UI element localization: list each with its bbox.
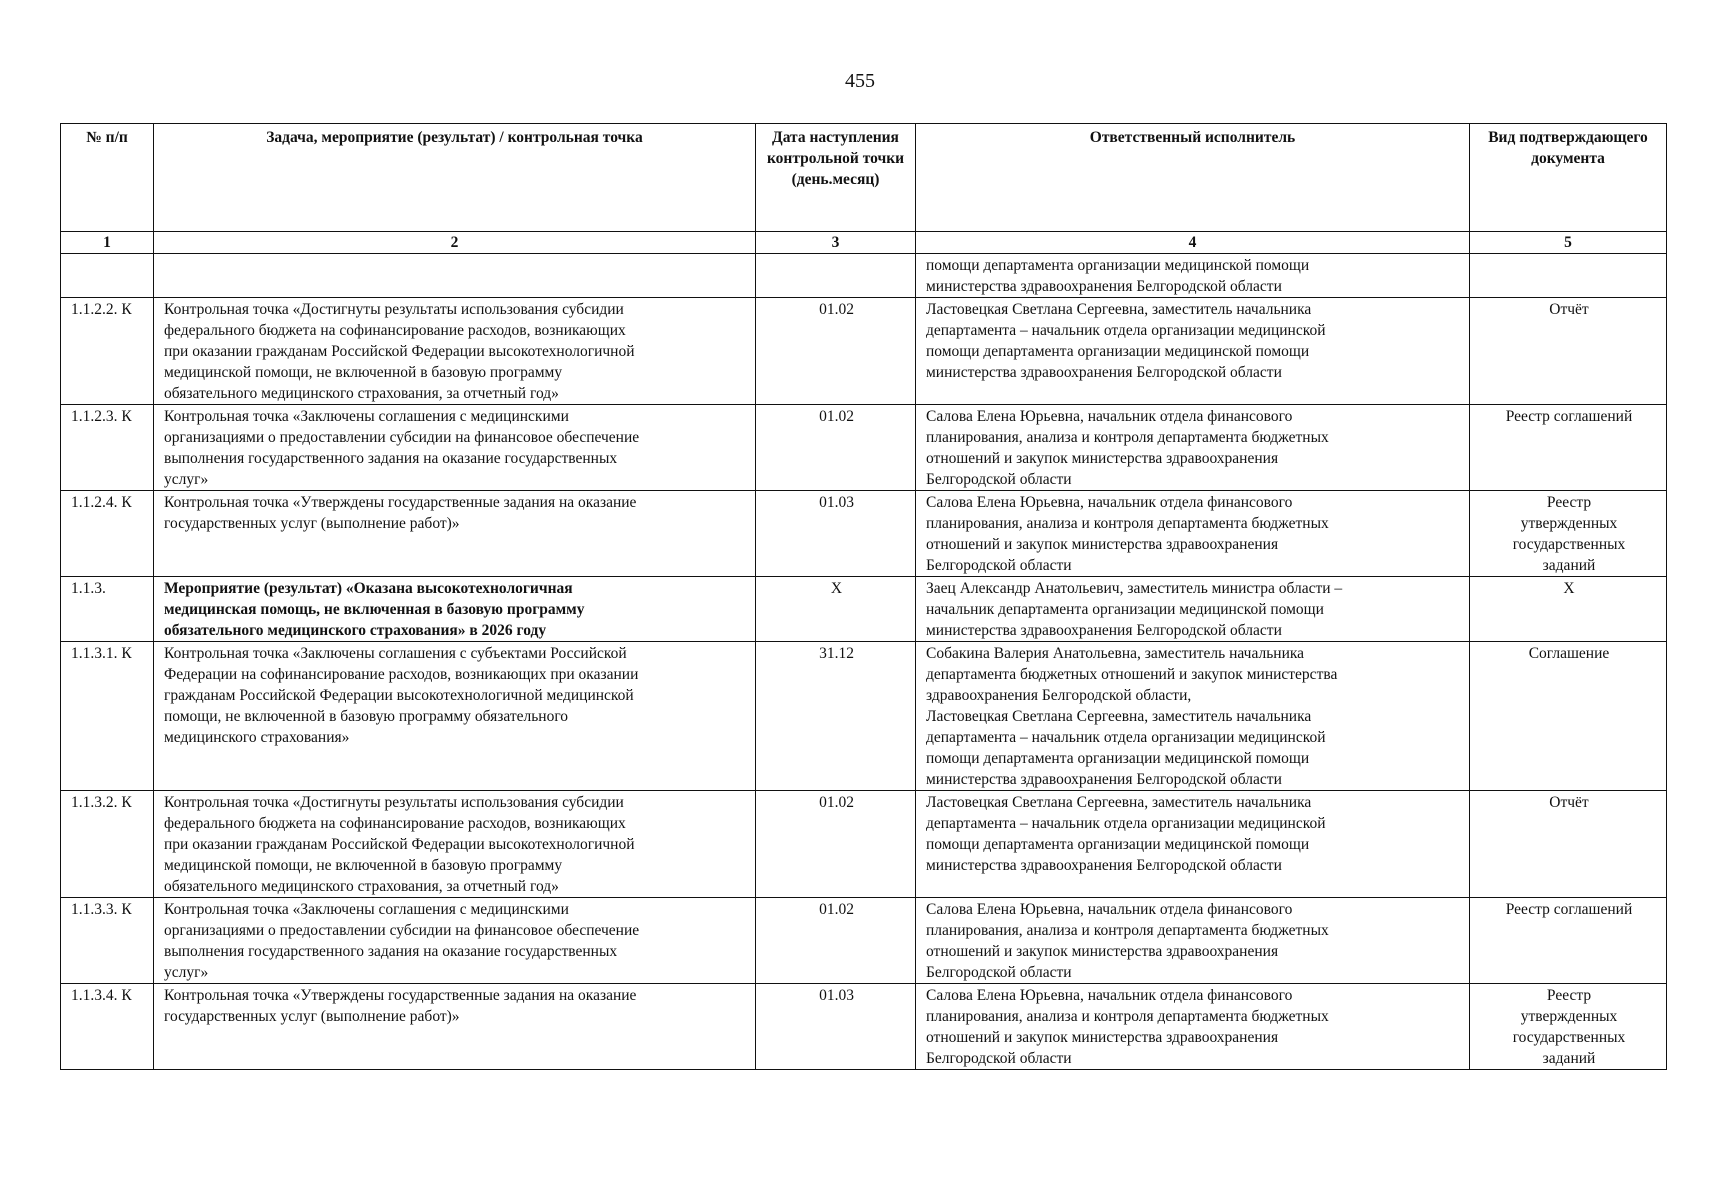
executor-text: Собакина Валерия Анатольевна, заместитель начальника: [926, 645, 1305, 662]
table-row: [61, 405, 1667, 491]
executor-text: Ластовецкая Светлана Сергеевна, заместитель начальника: [926, 794, 1312, 811]
task-text: Контрольная точка «Достигнуты результаты использования субсидии: [164, 301, 624, 318]
executor-cell: [916, 254, 1470, 298]
executor-cell: [916, 984, 1470, 1070]
row-number: 1.1.2.4. К: [61, 491, 154, 577]
executor-text: министерства здравоохранения Белгородской области: [926, 364, 1282, 381]
date-cell: 31.12: [756, 642, 916, 791]
table-row: [61, 791, 1667, 898]
task-text: выполнения государственного задания на оказание государственных: [164, 943, 618, 960]
executor-text: департамента – начальник отдела организации медицинской: [926, 815, 1326, 832]
executor-text: департамента бюджетных отношений и закупок министерства: [926, 666, 1338, 683]
task-text: медицинская помощь, не включенная в базовую программу: [164, 601, 585, 618]
header-task: Задача, мероприятие (результат) / контрольная точка: [154, 124, 756, 232]
header-document: Вид подтверждающего документа: [1470, 124, 1667, 232]
date-cell: 01.02: [756, 405, 916, 491]
task-text: Контрольная точка «Достигнуты результаты использования субсидии: [164, 794, 624, 811]
date-cell: Х: [756, 577, 916, 642]
document-text: Отчёт: [1549, 794, 1589, 811]
row-number: 1.1.3.1. К: [61, 642, 154, 791]
control-points-table: [60, 123, 1667, 1070]
date-cell: 01.02: [756, 298, 916, 405]
document-text: утвержденных: [1520, 1008, 1618, 1025]
table-row: [61, 898, 1667, 984]
executor-text: департамента – начальник отдела организации медицинской: [926, 322, 1326, 339]
document-text: заданий: [1542, 557, 1596, 574]
task-cell: [154, 491, 756, 577]
column-number: 1: [61, 232, 154, 254]
document-cell: [1470, 405, 1667, 491]
document-text: государственных: [1512, 1029, 1626, 1046]
task-text: обязательного медицинского страхования» в 2026 году: [164, 622, 547, 639]
document-text: Реестр соглашений: [1505, 408, 1633, 425]
task-cell: [154, 984, 756, 1070]
task-cell: [154, 405, 756, 491]
executor-text: помощи департамента организации медицинской помощи: [926, 750, 1310, 767]
task-text: обязательного медицинского страхования, за отчетный год»: [164, 878, 559, 895]
page-number: 455: [845, 70, 875, 92]
executor-text: начальник департамента организации медицинской помощи: [926, 601, 1324, 618]
executor-text: отношений и закупок министерства здравоохранения: [926, 1029, 1279, 1046]
document-text: государственных: [1512, 536, 1626, 553]
task-text: организациями о предоставлении субсидии на финансовое обеспечение: [164, 429, 640, 446]
executor-text: Ластовецкая Светлана Сергеевна, заместитель начальника: [926, 708, 1312, 725]
executor-text: Белгородской области: [926, 557, 1072, 574]
table-row: [61, 254, 1667, 298]
task-cell: [154, 642, 756, 791]
task-text: при оказании гражданам Российской Федерации высокотехнологичной: [164, 343, 635, 360]
document-cell: [1470, 984, 1667, 1070]
executor-text: Белгородской области: [926, 964, 1072, 981]
document-text: Соглашение: [1528, 645, 1610, 662]
executor-text: министерства здравоохранения Белгородской области: [926, 622, 1282, 639]
table-row-activity: [61, 577, 1667, 642]
document-text: Отчёт: [1549, 301, 1589, 318]
task-text: Контрольная точка «Утверждены государственные задания на оказание: [164, 494, 637, 511]
document-text: заданий: [1542, 1050, 1596, 1067]
document-cell: [1470, 642, 1667, 791]
executor-text: министерства здравоохранения Белгородской области: [926, 771, 1282, 788]
executor-text: отношений и закупок министерства здравоохранения: [926, 943, 1279, 960]
date-cell: [756, 254, 916, 298]
table-row: [61, 298, 1667, 405]
task-text: услуг»: [164, 471, 209, 488]
header-date: Дата наступления контрольной точки (день.месяц): [756, 124, 916, 232]
executor-cell: [916, 491, 1470, 577]
task-cell: [154, 298, 756, 405]
executor-text: отношений и закупок министерства здравоохранения: [926, 450, 1279, 467]
task-cell: [154, 577, 756, 642]
executor-text: помощи департамента организации медицинской помощи: [926, 836, 1310, 853]
header-number: № п/п: [61, 124, 154, 232]
header-executor: Ответственный исполнитель: [916, 124, 1470, 232]
document-cell: [1470, 298, 1667, 405]
date-cell: 01.02: [756, 791, 916, 898]
executor-text: планирования, анализа и контроля департамента бюджетных: [926, 515, 1329, 532]
row-number: 1.1.2.2. К: [61, 298, 154, 405]
table-row: [61, 491, 1667, 577]
executor-text: Заец Александр Анатольевич, заместитель министра области –: [926, 580, 1343, 597]
task-text: Мероприятие (результат) «Оказана высокотехнологичная: [164, 580, 573, 597]
row-number: 1.1.2.3. К: [61, 405, 154, 491]
column-number: 2: [154, 232, 756, 254]
task-text: федерального бюджета на софинансирование расходов, возникающих: [164, 322, 626, 339]
document-text: Реестр соглашений: [1505, 901, 1633, 918]
row-number: [61, 254, 154, 298]
date-cell: 01.03: [756, 491, 916, 577]
document-cell: [1470, 254, 1667, 298]
task-text: гражданам Российской Федерации высокотехнологичной медицинской: [164, 687, 634, 704]
document-cell: [1470, 577, 1667, 642]
executor-text: помощи департамента организации медицинской помощи: [926, 257, 1310, 274]
date-cell: 01.02: [756, 898, 916, 984]
executor-text: департамента – начальник отдела организации медицинской: [926, 729, 1326, 746]
executor-text: Белгородской области: [926, 471, 1072, 488]
document-cell: [1470, 491, 1667, 577]
table-row: [61, 984, 1667, 1070]
executor-cell: [916, 642, 1470, 791]
executor-text: Белгородской области: [926, 1050, 1072, 1067]
task-text: Контрольная точка «Заключены соглашения с медицинскими: [164, 408, 569, 425]
document-text: Реестр: [1546, 494, 1592, 511]
task-text: обязательного медицинского страхования, за отчетный год»: [164, 385, 559, 402]
executor-cell: [916, 898, 1470, 984]
task-text: медицинской помощи, не включенной в базовую программу: [164, 857, 563, 874]
task-text: медицинского страхования»: [164, 729, 350, 746]
executor-text: планирования, анализа и контроля департамента бюджетных: [926, 922, 1329, 939]
row-number: 1.1.3.2. К: [61, 791, 154, 898]
executor-cell: [916, 791, 1470, 898]
task-text: медицинской помощи, не включенной в базовую программу: [164, 364, 563, 381]
executor-text: помощи департамента организации медицинской помощи: [926, 343, 1310, 360]
task-text: Федерации на софинансирование расходов, возникающих при оказании: [164, 666, 639, 683]
document-text: утвержденных: [1520, 515, 1618, 532]
column-number: 5: [1470, 232, 1667, 254]
executor-text: министерства здравоохранения Белгородской области: [926, 857, 1282, 874]
executor-text: Салова Елена Юрьевна, начальник отдела финансового: [926, 987, 1293, 1004]
executor-text: планирования, анализа и контроля департамента бюджетных: [926, 429, 1329, 446]
task-text: государственных услуг (выполнение работ)»: [164, 515, 460, 532]
document-cell: [1470, 791, 1667, 898]
executor-text: здравоохранения Белгородской области,: [926, 687, 1192, 704]
executor-text: Салова Елена Юрьевна, начальник отдела финансового: [926, 494, 1293, 511]
table-header-row: [61, 124, 1667, 232]
table-body: [61, 254, 1667, 1070]
task-cell: [154, 254, 756, 298]
task-text: услуг»: [164, 964, 209, 981]
executor-text: планирования, анализа и контроля департамента бюджетных: [926, 1008, 1329, 1025]
row-number: 1.1.3.: [61, 577, 154, 642]
executor-text: Салова Елена Юрьевна, начальник отдела финансового: [926, 901, 1293, 918]
task-cell: [154, 791, 756, 898]
row-number: 1.1.3.3. К: [61, 898, 154, 984]
task-text: организациями о предоставлении субсидии на финансовое обеспечение: [164, 922, 640, 939]
executor-text: отношений и закупок министерства здравоохранения: [926, 536, 1279, 553]
task-text: федерального бюджета на софинансирование расходов, возникающих: [164, 815, 626, 832]
executor-cell: [916, 298, 1470, 405]
task-cell: [154, 898, 756, 984]
column-number-row: [61, 232, 1667, 254]
column-number: 3: [756, 232, 916, 254]
executor-text: Салова Елена Юрьевна, начальник отдела финансового: [926, 408, 1293, 425]
document-cell: [1470, 898, 1667, 984]
document-text: Реестр: [1546, 987, 1592, 1004]
row-number: 1.1.3.4. К: [61, 984, 154, 1070]
date-cell: 01.03: [756, 984, 916, 1070]
task-text: Контрольная точка «Заключены соглашения с субъектами Российской: [164, 645, 627, 662]
executor-cell: [916, 405, 1470, 491]
executor-cell: [916, 577, 1470, 642]
executor-text: Ластовецкая Светлана Сергеевна, заместитель начальника: [926, 301, 1312, 318]
task-text: помощи, не включенной в базовую программу обязательного: [164, 708, 569, 725]
document-text: Х: [1563, 580, 1575, 597]
column-number: 4: [916, 232, 1470, 254]
executor-text: министерства здравоохранения Белгородской области: [926, 278, 1282, 295]
task-text: государственных услуг (выполнение работ)»: [164, 1008, 460, 1025]
table-row: [61, 642, 1667, 791]
task-text: при оказании гражданам Российской Федерации высокотехнологичной: [164, 836, 635, 853]
task-text: Контрольная точка «Утверждены государственные задания на оказание: [164, 987, 637, 1004]
task-text: выполнения государственного задания на оказание государственных: [164, 450, 618, 467]
task-text: Контрольная точка «Заключены соглашения с медицинскими: [164, 901, 569, 918]
